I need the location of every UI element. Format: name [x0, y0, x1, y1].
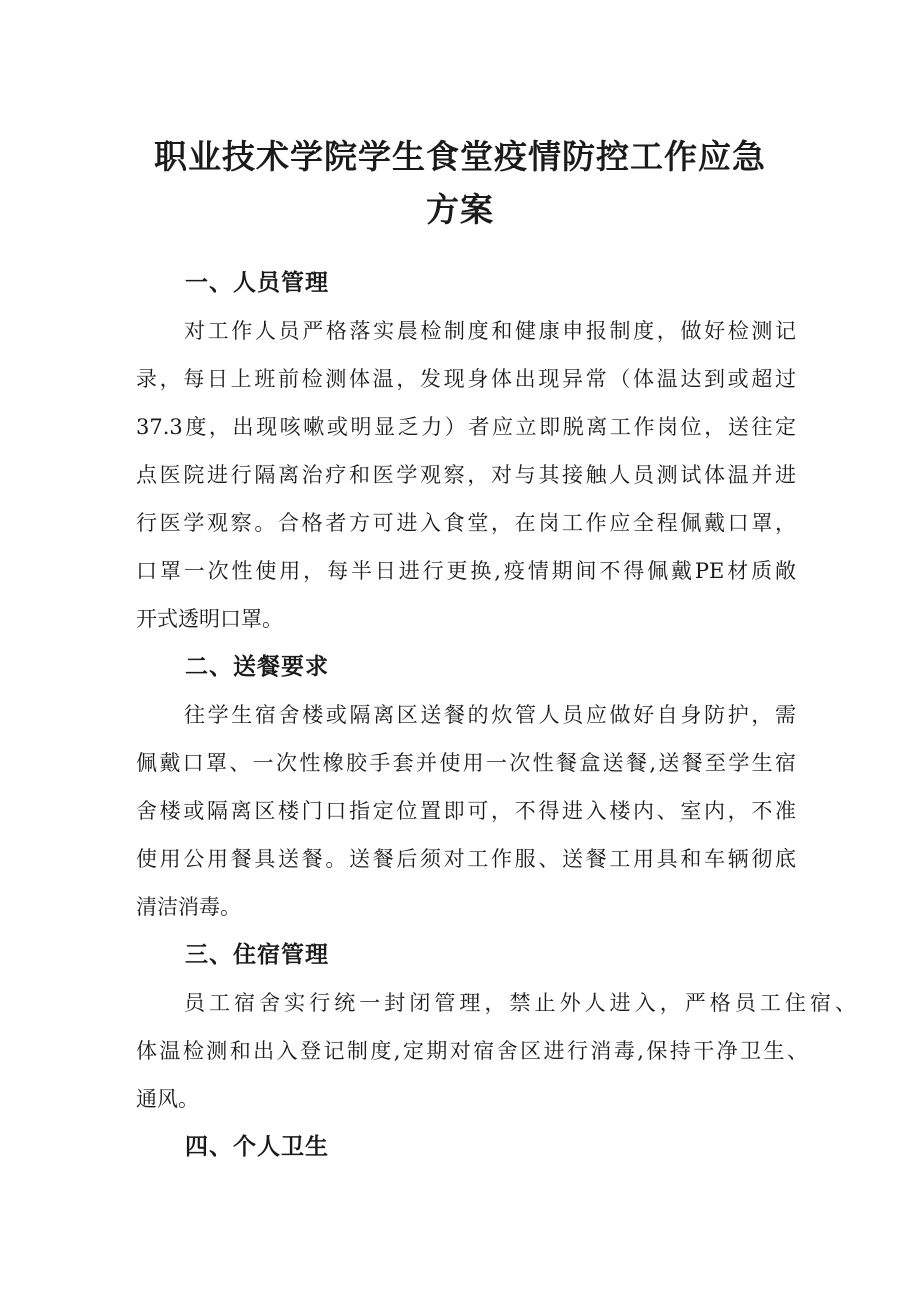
paragraph-line: 佩戴口罩、一次性橡胶手套并使用一次性餐盒送餐,送餐至学生宿 [136, 751, 796, 775]
paragraph-line: 行医学观察。合格者方可进入食堂，在岗工作应全程佩戴口罩， [136, 511, 796, 535]
paragraph-line: 往学生宿舍楼或隔离区送餐的炊管人员应做好自身防护，需 [184, 703, 796, 727]
paragraph-line: 口罩一次性使用，每半日进行更换,疫情期间不得佩戴PE材质敞 [136, 559, 796, 583]
paragraph-line: 开式透明口罩。 [136, 607, 283, 631]
paragraph-line: 舍楼或隔离区楼门口指定位置即可，不得进入楼内、室内，不准 [136, 799, 796, 823]
paragraph-line: 清洁消毒。 [136, 895, 241, 919]
paragraph-line: 通风。 [136, 1087, 199, 1111]
paragraph-line: 对工作人员严格落实晨检制度和健康申报制度，做好检测记 [184, 319, 796, 343]
section-heading-accommodation: 三、住宿管理 [185, 942, 329, 968]
paragraph-line: 点医院进行隔离治疗和医学观察，对与其接触人员测试体温并进 [136, 463, 796, 487]
paragraph-line: 录，每日上班前检测体温，发现身体出现异常（体温达到或超过 [136, 367, 796, 391]
paragraph-line: 使用公用餐具送餐。送餐后须对工作服、送餐工用具和车辆彻底 [136, 847, 796, 871]
section-heading-personal-hygiene: 四、个人卫生 [185, 1134, 329, 1160]
paragraph-line: 37.3度，出现咳嗽或明显乏力）者应立即脱离工作岗位，送往定 [136, 415, 796, 439]
section-heading-personnel: 一、人员管理 [185, 270, 329, 296]
document-title-line-2: 方案 [426, 190, 494, 229]
document-title-line-1: 职业技术学院学生食堂疫情防控工作应急 [154, 137, 766, 176]
paragraph-line: 体温检测和出入登记制度,定期对宿舍区进行消毒,保持干净卫生、 [136, 1039, 808, 1063]
paragraph-line: 员工宿舍实行统一封闭管理，禁止外人进入，严格员工住宿、 [184, 991, 856, 1015]
section-heading-meal-delivery: 二、送餐要求 [185, 654, 329, 680]
